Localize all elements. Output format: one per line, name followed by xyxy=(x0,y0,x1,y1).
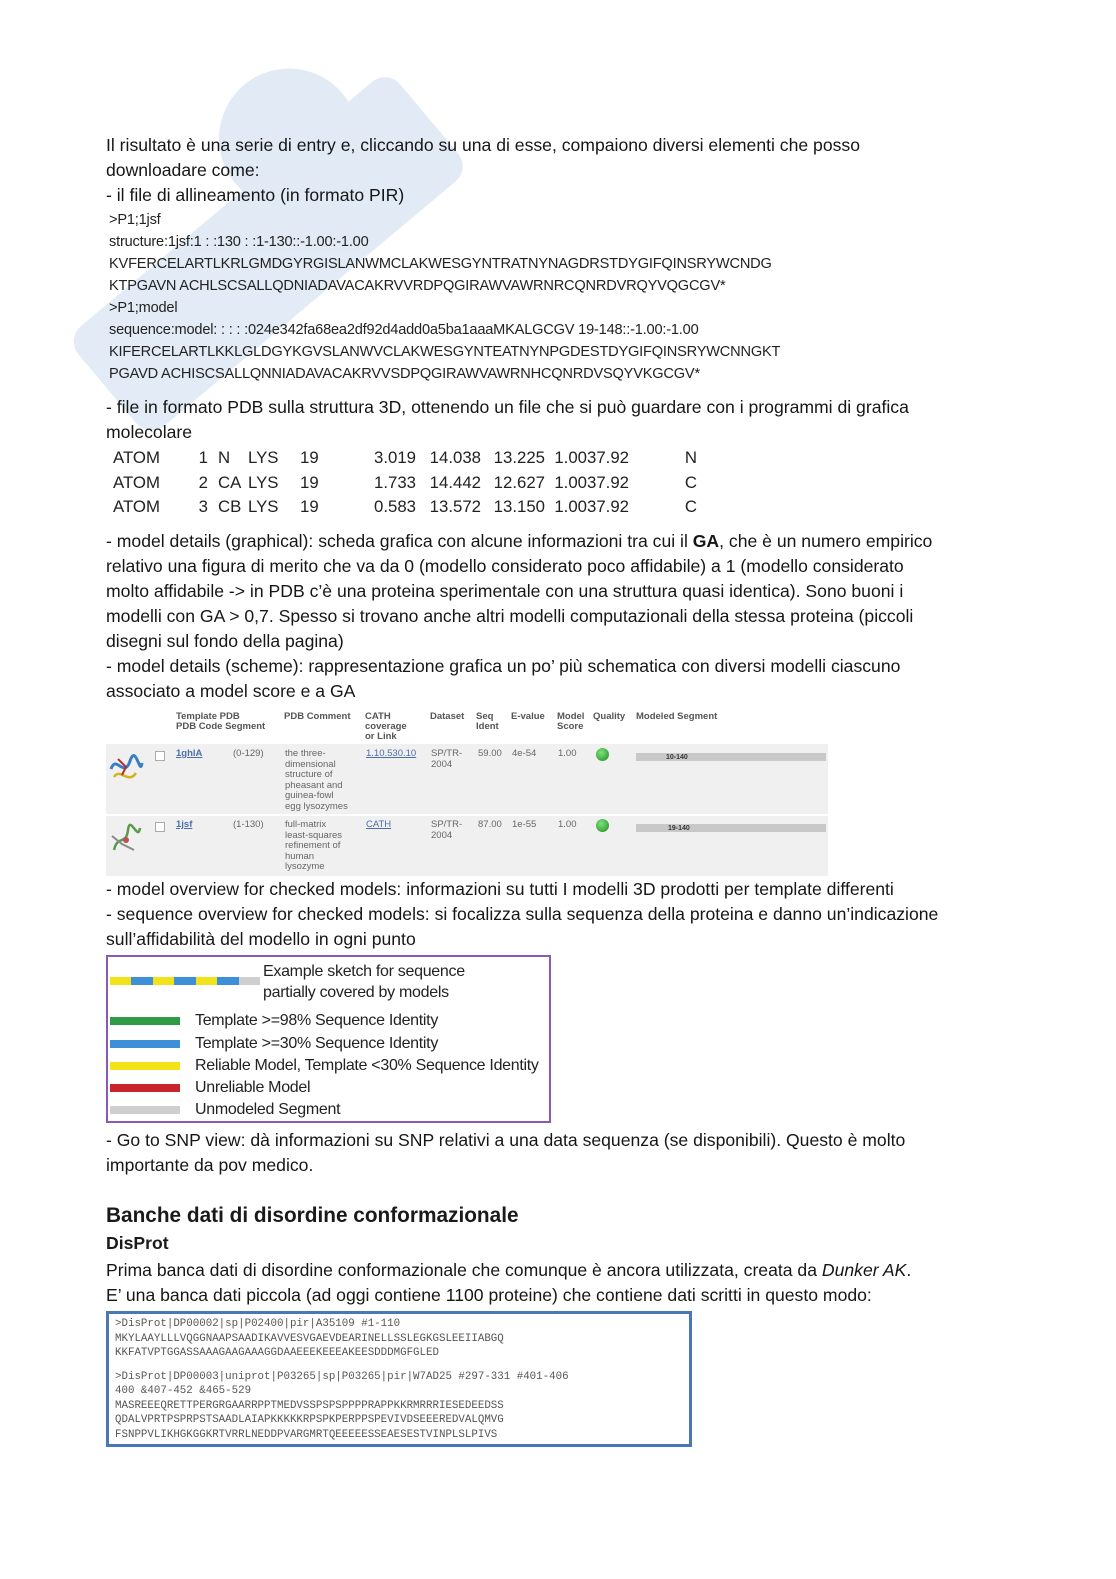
seq-ident: 59.00 xyxy=(478,748,502,759)
intro-line-3: - il file di allineamento (in formato PIR) xyxy=(106,185,405,205)
pdb-x: 3.019 xyxy=(374,448,416,467)
header-score: Score xyxy=(557,721,584,732)
comment-line: refinement of xyxy=(285,840,341,851)
pir-line: KTPGAVN ACHLSCSALLQDNIADAVACAKRVVRDPQGIRAWVAWRNRCQNRDVRQYVQGCGV* xyxy=(109,278,726,294)
pdb-serial: 2 xyxy=(198,472,208,492)
header-comment: PDB Comment xyxy=(284,711,351,722)
disprot-paragraph xyxy=(106,1258,996,1308)
pdb-y: 14.038 xyxy=(429,448,481,467)
segment-bar-label: 19-140 xyxy=(668,825,690,832)
pir-line: PGAVD ACHISCSALLQNNIADAVACAKRVVSDPQGIRAWVAWRNHCQNRDVSQYVKGCGV* xyxy=(109,366,700,382)
quality-green-icon xyxy=(596,819,609,832)
ga-bold: GA xyxy=(692,531,720,551)
pdb-occupancy: 1.00 xyxy=(554,472,587,492)
model-details-line-2: relativo una figura di merito che va da 0 (modello considerato poco affidabile) a 1 (modello considerato xyxy=(106,556,904,576)
disprot-line-1 xyxy=(106,1258,996,1283)
model-details-line-4: modelli con GA > 0,7. Spesso si trovano anche altri modelli computazionali della stessa proteina (piccoli xyxy=(106,606,914,626)
dataset-line: 2004 xyxy=(431,829,453,841)
comment-line: egg lysozymes xyxy=(285,800,348,812)
text-span: - model details (graphical): scheda grafica con alcune informazioni tra cui il xyxy=(106,531,693,551)
pdb-element: N xyxy=(684,448,697,467)
header-cath: CATH xyxy=(365,711,391,722)
text-span: Prima banca dati di disordine conformazionale che comunque è ancora utilizzata, creata da xyxy=(106,1260,822,1280)
sketch-segment xyxy=(239,977,260,985)
pdb-res-seq: 19 xyxy=(300,497,319,516)
header-template: Template PDB xyxy=(176,711,240,722)
model-details-line-6: - model details (scheme): rappresentazione grafica un po’ più schematica con diversi modelli ciascuno xyxy=(106,656,901,676)
modeled-segment-bar xyxy=(636,824,826,832)
sketch-label xyxy=(263,961,465,1003)
sketch-label-line: partially covered by models xyxy=(263,984,449,1001)
segment-range: (0-129) xyxy=(233,748,264,759)
pir-alignment xyxy=(109,209,829,385)
legend-item xyxy=(110,1098,340,1121)
comment-line: least-squares xyxy=(285,829,343,841)
legend-swatch xyxy=(110,1062,180,1070)
pdb-comment xyxy=(285,749,360,812)
header-ident: Ident xyxy=(476,721,499,732)
snp-paragraph xyxy=(106,1128,996,1178)
pdb-res-seq: 19 xyxy=(300,448,319,467)
intro-line-2: downloadare come: xyxy=(106,160,260,180)
pdb-atom-lines xyxy=(113,446,697,520)
evalue: 4e-54 xyxy=(512,748,537,759)
pdb-bfactor: 37.92 xyxy=(587,448,629,467)
pir-line: >P1;model xyxy=(109,300,178,316)
intro-line-1: Il risultato è una serie di entry e, cliccando su una di esse, compaiono diversi elementi che posso xyxy=(106,135,861,155)
legend-label: Template >=98% Sequence Identity xyxy=(195,1011,439,1029)
overview-line-3: sull’affidabilità del modello in ogni punto xyxy=(106,929,416,949)
quality-green-icon xyxy=(596,748,609,761)
pir-line: KIFERCELARTLKKLGLDGYKGVSLANWVCLAKWESGYNTEATNYNPGDESTDYGIFQINSRYWCNNGKT xyxy=(109,344,781,360)
header-quality: Quality xyxy=(593,711,626,722)
header-dataset: Dataset xyxy=(430,711,465,722)
text-span: . xyxy=(906,1260,912,1280)
pdb-atom-name: CB xyxy=(218,497,242,516)
model-details-paragraph xyxy=(106,529,996,704)
pdb-row xyxy=(113,471,697,496)
legend-label: Unreliable Model xyxy=(195,1078,311,1096)
overview-line-1: - model overview for checked models: informazioni su tutti I modelli 3D prodotti per template differenti xyxy=(106,879,894,899)
table-row xyxy=(106,816,828,876)
text-span: , che è un numero empirico xyxy=(719,531,933,551)
sketch-segment xyxy=(110,977,131,985)
pdb-serial: 1 xyxy=(198,448,208,467)
pdb-bfactor: 37.92 xyxy=(587,472,629,492)
comment-line: pheasant and xyxy=(285,779,343,791)
snp-line-1: - Go to SNP view: dà informazioni su SNP relativi a una data sequenza (se disponibili). Questo è molto xyxy=(106,1130,906,1150)
header-segment: Modeled Segment xyxy=(636,711,718,722)
pdb-z: 12.627 xyxy=(493,472,545,492)
pdb-y: 13.572 xyxy=(429,497,481,516)
disprot-line: >DisProt|DP00002|sp|P02400|pir|A35109 #1-110 xyxy=(115,1318,401,1330)
pdb-comment xyxy=(285,820,360,873)
pir-line: KVFERCELARTLKRLGMDGYRGISLANWMCLAKWESGYNTRATNYNAGDRSTDYGIFQINSRYWCNDG xyxy=(109,256,772,272)
pdb-z: 13.150 xyxy=(493,497,545,516)
pdb-atom-name: CA xyxy=(218,472,242,492)
header-cath-coverage: coverage xyxy=(365,721,407,732)
pdb-intro-line-1: - file in formato PDB sulla struttura 3D, ottenendo un file che si può guardare con i programmi di grafica xyxy=(106,397,909,417)
pdb-x: 1.733 xyxy=(374,472,416,492)
disprot-line: MASREEEQRETTPERGRGAARRPPTMEDVSSPSPSPPPPRAPPKKRMRRRIESEDEEDSS xyxy=(115,1399,504,1412)
pdb-z: 13.225 xyxy=(493,448,545,467)
evalue: 1e-55 xyxy=(512,819,537,830)
section-title: Banche dati di disordine conformazionale xyxy=(106,1204,519,1227)
header-model: Model xyxy=(557,711,585,722)
sketch-segment xyxy=(131,977,152,985)
sketch-label-line: Example sketch for sequence xyxy=(263,963,465,980)
sequence-coverage-legend xyxy=(106,955,551,1123)
overview-line-2: - sequence overview for checked models: si focalizza sulla sequenza della proteina e danno un’indicazione xyxy=(106,904,939,924)
disprot-line: QDALVPRTPSPRPSTSAADLAIAPKKKKKRPSPKPERPPSPEVIVDSEEEREDVALQMVG xyxy=(115,1414,504,1426)
pdb-code-link[interactable]: 1ghlA xyxy=(176,748,203,759)
model-checkbox[interactable] xyxy=(155,751,165,761)
segment-range: (1-130) xyxy=(233,819,264,830)
legend-swatch xyxy=(110,1017,180,1025)
legend-swatch xyxy=(110,1084,180,1092)
model-details-line-1 xyxy=(106,529,996,554)
disprot-example-box xyxy=(106,1311,692,1447)
models-table xyxy=(106,710,828,876)
pdb-serial: 3 xyxy=(198,497,208,516)
pir-line: >P1;1jsf xyxy=(109,212,161,228)
author-italic: Dunker AK xyxy=(821,1260,907,1280)
comment-line: human xyxy=(285,850,315,862)
pdb-code-link[interactable]: 1jsf xyxy=(176,819,193,830)
model-details-line-5: disegni sul fondo della pagina) xyxy=(106,631,344,651)
sketch-segment xyxy=(196,977,217,985)
pdb-occupancy: 1.00 xyxy=(554,448,587,467)
pdb-record: ATOM xyxy=(113,472,160,492)
pir-line: sequence:model: : : : :024e342fa68ea2df92d4add0a5ba1aaaMKALGCGV 19-148::-1.00:-1.00 xyxy=(109,322,699,338)
pdb-y: 14.442 xyxy=(429,472,481,492)
modeled-segment-bar xyxy=(636,753,826,761)
table-row xyxy=(106,744,828,814)
cath-link[interactable]: 1.10.530.10 xyxy=(366,748,417,759)
sketch-segment xyxy=(153,977,174,985)
comment-line: lysozyme xyxy=(285,861,325,872)
pdb-row xyxy=(113,495,697,520)
pdb-bfactor: 37.92 xyxy=(587,497,629,516)
comment-line: structure of xyxy=(285,769,333,780)
legend-item xyxy=(110,1054,539,1077)
pdb-intro-line-2: molecolare xyxy=(106,422,193,442)
disprot-line: 400 &407-452 &465-529 xyxy=(115,1385,252,1397)
pdb-element: C xyxy=(684,472,697,492)
legend-label: Unmodeled Segment xyxy=(195,1100,341,1118)
model-score: 1.00 xyxy=(558,748,577,759)
pdb-residue: LYS xyxy=(248,472,279,492)
model-details-line-7: associato a model score e a GA xyxy=(106,681,356,701)
pdb-x: 0.583 xyxy=(374,497,416,516)
disprot-line: FSNPPVLIKHGKGGKRTVRRLNEDDPVARGMRTQEEEEESSEAESESTVINPLSLPIVS xyxy=(115,1428,498,1441)
pdb-element: C xyxy=(684,497,697,516)
protein-structure-icon xyxy=(106,820,146,860)
pdb-record: ATOM xyxy=(113,497,160,516)
disprot-line: >DisProt|DP00003|uniprot|P03265|sp|P03265|pir|W7AD25 #297-331 #401-406 xyxy=(115,1370,569,1383)
legend-label: Reliable Model, Template <30% Sequence Identity xyxy=(195,1056,539,1074)
comment-line: full-matrix xyxy=(285,819,327,830)
example-sketch-bar xyxy=(110,977,260,985)
pdb-occupancy: 1.00 xyxy=(554,497,587,516)
section-subtitle: DisProt xyxy=(106,1233,169,1253)
cath-link[interactable]: CATH xyxy=(366,819,392,830)
pdb-residue: LYS xyxy=(248,448,279,467)
disprot-line-2: E’ una banca dati piccola (ad oggi contiene 1100 proteine) che contiene dati scritti in questo modo: xyxy=(106,1285,872,1305)
header-cath-link: or Link xyxy=(365,731,397,742)
snp-line-2: importante da pov medico. xyxy=(106,1155,314,1175)
sketch-segment xyxy=(217,977,238,985)
seq-ident: 87.00 xyxy=(478,819,502,830)
overview-paragraph xyxy=(106,877,996,952)
dataset xyxy=(431,749,462,770)
legend-item xyxy=(110,1076,310,1099)
comment-line: dimensional xyxy=(285,758,336,770)
header-pdbcode: PDB Code Segment xyxy=(176,721,266,732)
legend-item xyxy=(110,1009,438,1032)
model-checkbox[interactable] xyxy=(155,822,165,832)
comment-line: guinea-fowl xyxy=(285,790,334,801)
sketch-segment xyxy=(174,977,195,985)
pdb-residue: LYS xyxy=(248,497,279,516)
model-details-line-3: molto affidabile -> in PDB c’è una proteina sperimentale con una struttura quasi identica). Sono buoni i xyxy=(106,581,904,601)
comment-line: the three- xyxy=(285,748,326,759)
legend-label: Template >=30% Sequence Identity xyxy=(195,1034,439,1052)
models-table-header xyxy=(106,710,828,742)
legend-swatch xyxy=(110,1106,180,1114)
segment-bar-label: 10-140 xyxy=(666,754,688,761)
dataset-line: 2004 xyxy=(431,758,453,770)
header-seq: Seq xyxy=(476,711,494,722)
header-evalue: E-value xyxy=(511,711,545,722)
pdb-atom-name: N xyxy=(218,448,231,467)
spacer xyxy=(115,1361,683,1370)
intro-paragraph xyxy=(106,133,996,208)
pdb-intro-paragraph xyxy=(106,395,996,445)
disprot-line: KKFATVPTGGASSAAAGAAGAAAGGDAAEEEKEEEAKEESDDDMGFGLED xyxy=(115,1347,439,1359)
protein-structure-icon xyxy=(106,749,146,789)
dataset-line: SP/TR- xyxy=(431,748,463,759)
model-score: 1.00 xyxy=(558,819,577,830)
pdb-row xyxy=(113,446,697,471)
pdb-res-seq: 19 xyxy=(300,472,319,492)
dataset xyxy=(431,820,462,841)
pdb-record: ATOM xyxy=(113,448,160,467)
disprot-line: MKYLAAYLLLVQGGNAAPSAADIKAVVESVGAEVDEARINELLSSLEGKGSLEEIIABGQ xyxy=(115,1332,504,1345)
pir-line: structure:1jsf:1 : :130 : :1-130::-1.00:-1.00 xyxy=(109,234,369,250)
dataset-line: SP/TR- xyxy=(431,819,463,830)
legend-item xyxy=(110,1032,438,1055)
legend-swatch xyxy=(110,1040,180,1048)
